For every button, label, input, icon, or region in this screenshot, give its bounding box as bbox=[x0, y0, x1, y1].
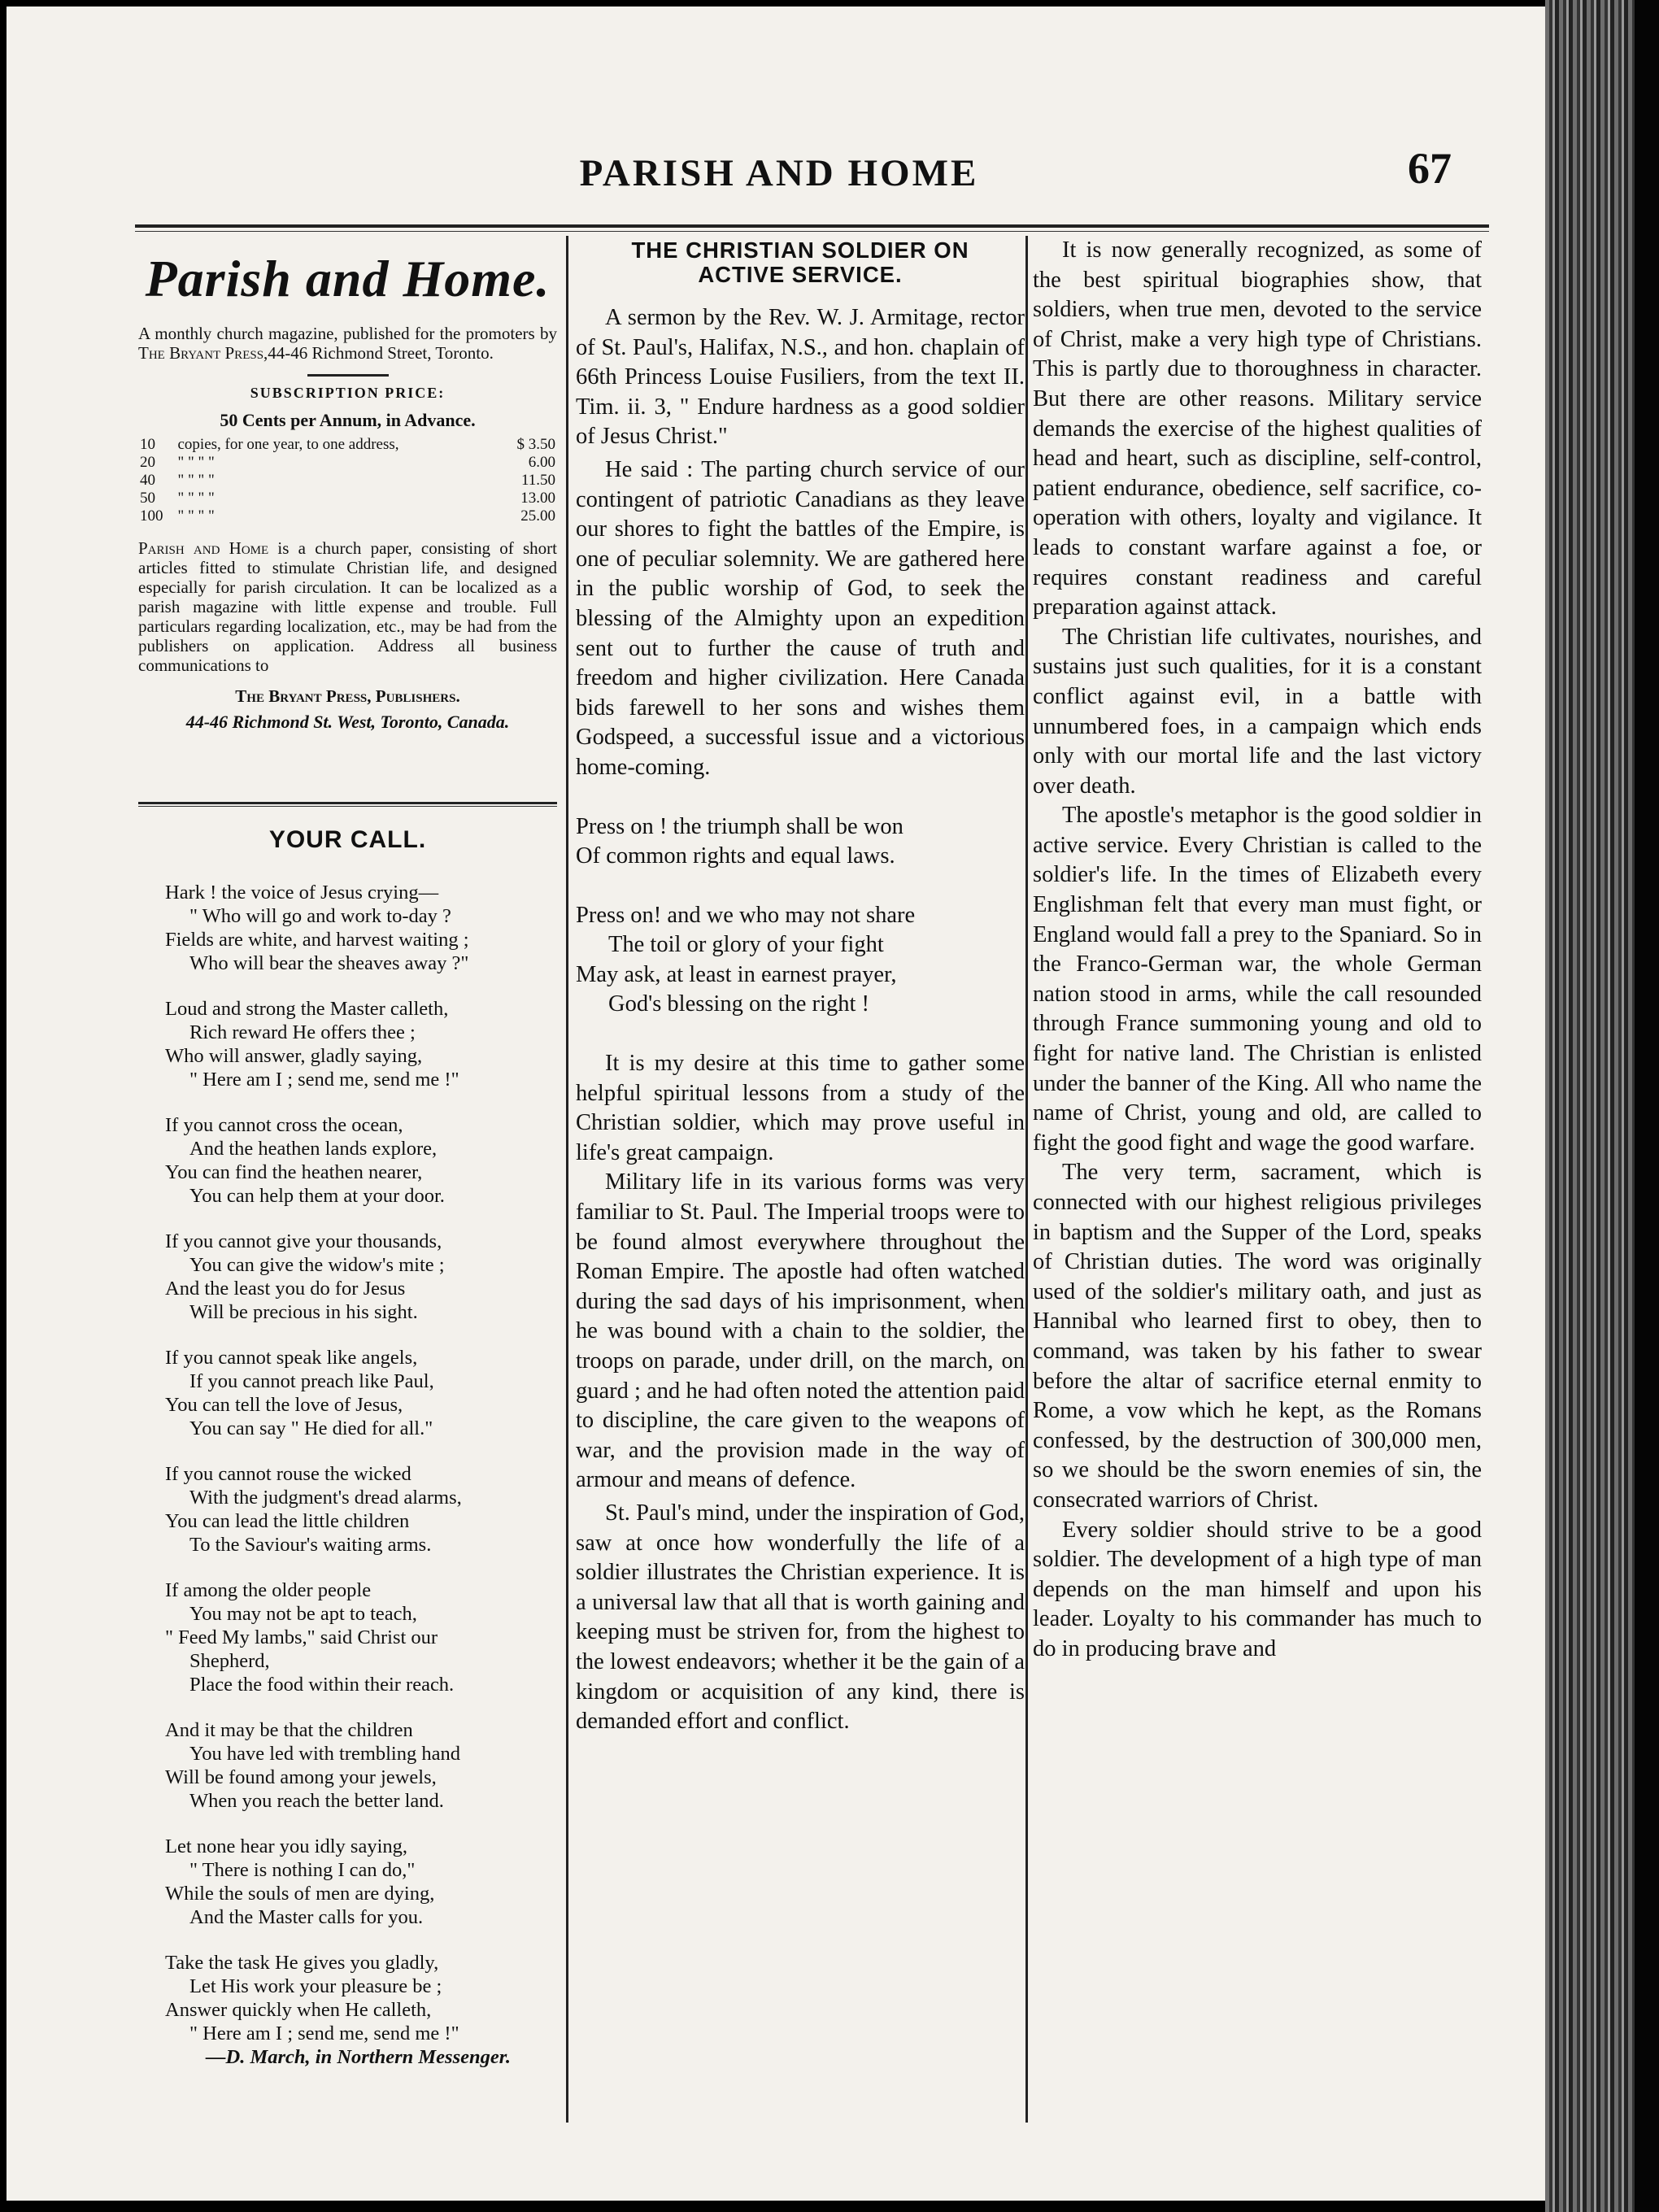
running-title: PARISH AND HOME bbox=[579, 152, 979, 194]
table-row bbox=[138, 472, 557, 490]
poem-line: When you reach the better land. bbox=[189, 1790, 444, 1812]
poem-line: " Here am I ; send me, send me !" bbox=[189, 1069, 459, 1091]
rate-qty: 40 bbox=[140, 472, 155, 489]
spacer bbox=[576, 872, 1025, 901]
poem-stanza bbox=[165, 1578, 588, 1696]
verse-line: The toil or glory of your fight bbox=[608, 932, 884, 958]
poem-line: And the Master calls for you. bbox=[189, 1906, 424, 1928]
poem-line: Rich reward He offers thee ; bbox=[189, 1021, 416, 1043]
header-rule bbox=[135, 224, 1489, 228]
article-paragraph: The apostle's metaphor is the good soldier in active service. Every Christian is called to the soldier's life. In the times of Elizabeth every Englishman felt that every man must fight, or England would fall a prey to the Spaniard. So in the Franco-German war, the whole German nation stood in arms, while the call resounded through France summoning young and old to fight for native land. The Christian is enlisted under the banner of the King. All who name the name of Christ, young and old, are called to fight the good fight and wage the good warfare. bbox=[1033, 803, 1482, 1156]
poem-line: Place the food within their reach. bbox=[189, 1674, 455, 1696]
verse-line: May ask, at least in earnest prayer, bbox=[576, 961, 897, 987]
intro-press-name: The Bryant Press bbox=[138, 343, 264, 363]
verse-line: Press on ! the triumph shall be won bbox=[576, 813, 904, 839]
divider bbox=[307, 374, 389, 377]
annual-price: 50 Cents per Annum, in Advance. bbox=[220, 410, 476, 430]
poem-stanza bbox=[165, 881, 588, 975]
about-paragraph bbox=[138, 538, 557, 675]
poem-title: YOUR CALL. bbox=[268, 826, 427, 853]
poem-line: If you cannot give your thousands, bbox=[165, 1230, 442, 1252]
verse-line: God's blessing on the right ! bbox=[608, 991, 869, 1017]
rate-amount: 6.00 bbox=[528, 454, 555, 471]
poem-stanza bbox=[165, 997, 588, 1091]
poem-line: Let His work your pleasure be ; bbox=[189, 1975, 442, 1997]
intro-text-2: ,44-46 Richmond Street, Toronto. bbox=[263, 343, 494, 363]
publisher-name: The Bryant Press, Publishers. bbox=[235, 686, 460, 706]
poem-line: You may not be apt to teach, bbox=[189, 1603, 417, 1625]
poem-line: Will be precious in his sight. bbox=[189, 1301, 418, 1323]
rate-qty: 20 bbox=[140, 454, 155, 471]
poem-body bbox=[165, 881, 588, 2069]
poem-attribution: —D. March, in Northern Messenger. bbox=[206, 2046, 512, 2068]
poem-line: Take the task He gives you gladly, bbox=[165, 1952, 439, 1974]
poem-line: With the judgment's dread alarms, bbox=[189, 1487, 462, 1509]
poem-stanza bbox=[165, 1230, 588, 1324]
article-paragraph: St. Paul's mind, under the inspiration of God, saw at once how wonderfully the life of a soldier illustrates the Christian experience. It is a universal law that all that is worth gaining and keeping must be striven for, from the highest to the lowest endeavors; whether it be the gain of a kingdom or acquisition of any kind, there is demanded effort and conflict. bbox=[576, 1500, 1025, 1735]
poem-line: Hark ! the voice of Jesus crying— bbox=[165, 882, 439, 904]
magazine-page bbox=[7, 7, 1552, 2201]
poem-line: Answer quickly when He calleth, bbox=[165, 1999, 432, 2021]
poem-line: Who will bear the sheaves away ?" bbox=[189, 952, 469, 974]
poem-stanza bbox=[165, 1462, 588, 1557]
column-divider-right bbox=[1025, 236, 1028, 2123]
poem-line: " Feed My lambs," said Christ our bbox=[165, 1626, 438, 1648]
verse-line: Of common rights and equal laws. bbox=[576, 843, 895, 869]
poem-stanza bbox=[165, 1718, 588, 1813]
poem-line: You can find the heathen nearer, bbox=[165, 1161, 423, 1183]
poem-stanza bbox=[165, 1346, 588, 1440]
article-paragraph: Military life in its various forms was very familiar to St. Paul. The Imperial troops were to be found almost everywhere throughout the Roman Empire. The apostle had often watched during the sad days of his imprisonment, when he was bound with a chain to the soldier, the troops on parade, under drill, on the march, on guard ; and he had often noted the attention paid to discipline, the care given to the weapons of war, and the provision made in the way of armour and means of defence. bbox=[576, 1169, 1025, 1493]
article-paragraph: A sermon by the Rev. W. J. Armitage, rector of St. Paul's, Halifax, N.S., and hon. chaplain of 66th Princess Louise Fusiliers, from the text II. Tim. ii. 3, " Endure hardness as a good soldier of Jesus Christ." bbox=[576, 305, 1025, 450]
rate-desc: " " " " bbox=[177, 507, 215, 525]
poem-line: You have led with trembling hand bbox=[189, 1743, 460, 1765]
poem-line: You can tell the love of Jesus, bbox=[165, 1394, 403, 1416]
rate-desc: " " " " bbox=[177, 490, 215, 507]
poem-line: While the souls of men are dying, bbox=[165, 1883, 435, 1905]
header-rule-thin bbox=[135, 231, 1489, 232]
poem-line: You can say " He died for all." bbox=[189, 1417, 433, 1439]
article-title-line-2: ACTIVE SERVICE. bbox=[698, 262, 903, 287]
masthead-intro bbox=[138, 324, 557, 363]
poem-line: Loud and strong the Master calleth, bbox=[165, 998, 449, 1020]
poem-line: " Here am I ; send me, send me !" bbox=[189, 2023, 459, 2044]
about-text: is a church paper, consisting of short articles fitted to stimulate Christian life, and designed especially for parish circulation. It can be localized as a parish magazine with little expense and trouble. Full particulars regarding localization, etc., may be had from the publishers on application. Address all business communications to bbox=[138, 538, 558, 675]
table-row bbox=[138, 507, 557, 525]
rate-amount: 25.00 bbox=[520, 507, 555, 525]
section-rule-thin bbox=[138, 806, 557, 807]
rate-amount: $ 3.50 bbox=[516, 436, 555, 453]
poem-line: If you cannot preach like Paul, bbox=[189, 1370, 434, 1392]
poem-line: " Who will go and work to-day ? bbox=[189, 905, 451, 927]
poem-stanza bbox=[165, 1835, 588, 1929]
scan-border bbox=[1635, 0, 1659, 2212]
rate-qty: 10 bbox=[140, 436, 155, 453]
poem-line: Shepherd, bbox=[189, 1650, 270, 1672]
rate-qty: 100 bbox=[140, 507, 163, 525]
article-title bbox=[576, 238, 1025, 287]
poem-stanza bbox=[165, 1951, 588, 2069]
poem-line: And the heathen lands explore, bbox=[189, 1138, 438, 1160]
poem-line: You can help them at your door. bbox=[189, 1185, 445, 1207]
article-paragraph: Every soldier should strive to be a good soldier. The development of a high type of man depends on the man himself and upon his leader. Loyalty to his commander has much to do in producing brave and bbox=[1033, 1517, 1482, 1661]
article-paragraph: The Christian life cultivates, nourishes, and sustains just such qualities, for it is a constant conflict against evil, in a battle with unnumbered foes, in a campaign which ends only with our mortal life and the last victory over death. bbox=[1033, 624, 1482, 799]
publisher-address: 44-46 Richmond St. West, Toronto, Canada. bbox=[185, 712, 510, 732]
table-row bbox=[138, 454, 557, 472]
table-row bbox=[138, 490, 557, 507]
article-column-1 bbox=[576, 238, 1025, 1737]
poem-line: If you cannot cross the ocean, bbox=[165, 1114, 403, 1136]
rate-amount: 13.00 bbox=[520, 490, 555, 507]
poem-line: And it may be that the children bbox=[165, 1719, 413, 1741]
intro-text-1: A monthly church magazine, published for the promoters by bbox=[138, 324, 557, 343]
article-paragraph: It is now generally recognized, as some of the best spiritual biographies show, that soldiers, when true men, devoted to the service of Christ, make a very high type of Christians. This is partly due to thoroughness in character. But there are other reasons. Military service demands the exercise of the highest qualities of head and heart, such as discipline, self-control, patient endurance, obedience, self sacrifice, co-operation with others, loyalty and vigilance. It leads to constant warfare against a foe, or requires constant readiness and careful preparation against attack. bbox=[1033, 237, 1482, 620]
poem-stanza bbox=[165, 1113, 588, 1208]
article-paragraph: It is my desire at this time to gather some helpful spiritual lessons from a study of the Christian soldier, which may prove useful in life's great campaign. bbox=[576, 1051, 1025, 1165]
poem-line: If you cannot rouse the wicked bbox=[165, 1463, 411, 1485]
rate-desc: copies, for one year, to one address, bbox=[177, 436, 399, 453]
poem-line: Who will answer, gladly saying, bbox=[165, 1045, 423, 1067]
page-number: 67 bbox=[1408, 144, 1452, 193]
rates-table bbox=[138, 436, 557, 525]
rate-qty: 50 bbox=[140, 490, 155, 507]
poem-line: " There is nothing I can do," bbox=[189, 1859, 416, 1881]
rate-desc: " " " " bbox=[177, 472, 215, 489]
poem-line: You can lead the little children bbox=[165, 1510, 410, 1532]
poem-line: And the least you do for Jesus bbox=[165, 1278, 406, 1300]
article-paragraph: He said : The parting church service of our contingent of patriotic Canadians as they leave our shores to fight the battles of the Empire, is one of peculiar solemnity. We are gathered here in the public worship of God, to seek the blessing of the Almighty upon an expedition sent out to further the cause of truth and freedom and higher civilization. Here Canada bids farewell to her sons and wishes them Godspeed, a successful issue and a victorious home-coming. bbox=[576, 456, 1025, 780]
masthead-block bbox=[138, 242, 557, 733]
article-column-2 bbox=[1033, 236, 1482, 1665]
poem-line: If you cannot speak like angels, bbox=[165, 1347, 418, 1369]
poem-line: Will be found among your jewels, bbox=[165, 1766, 437, 1788]
article-paragraph: The very term, sacrament, which is connected with our highest religious privileges in baptism and the Supper of the Lord, speaks of Christian duties. The word was originally used of the soldier's military oath, and just as Hannibal who learned first to obey, then to command, was taken by his father to swear before the altar of sacrifice eternal enmity to Rome, a vow which he kept, as the Romans confessed, by the destruction of 300,000 men, so we should be the sworn enemies of sin, the consecrated warriors of Christ. bbox=[1033, 1160, 1482, 1513]
spacer bbox=[576, 1020, 1025, 1049]
poem-line: Fields are white, and harvest waiting ; bbox=[165, 929, 469, 951]
subscription-heading: SUBSCRIPTION PRICE: bbox=[250, 385, 446, 401]
masthead-title: Parish and Home. bbox=[145, 250, 551, 307]
poem-line: To the Saviour's waiting arms. bbox=[189, 1534, 432, 1556]
rate-amount: 11.50 bbox=[520, 472, 555, 489]
article-title-line-1: THE CHRISTIAN SOLDIER ON bbox=[631, 237, 969, 263]
poem-line: If among the older people bbox=[165, 1579, 372, 1601]
verse-line: Press on! and we who may not share bbox=[576, 902, 916, 928]
rate-desc: " " " " bbox=[177, 454, 215, 471]
spacer bbox=[576, 783, 1025, 812]
poem-line: Let none hear you idly saying, bbox=[165, 1835, 408, 1857]
poem-line: You can give the widow's mite ; bbox=[189, 1254, 445, 1276]
section-rule bbox=[138, 802, 557, 804]
table-row bbox=[138, 436, 557, 454]
about-paper-name: Parish and Home bbox=[138, 538, 269, 558]
